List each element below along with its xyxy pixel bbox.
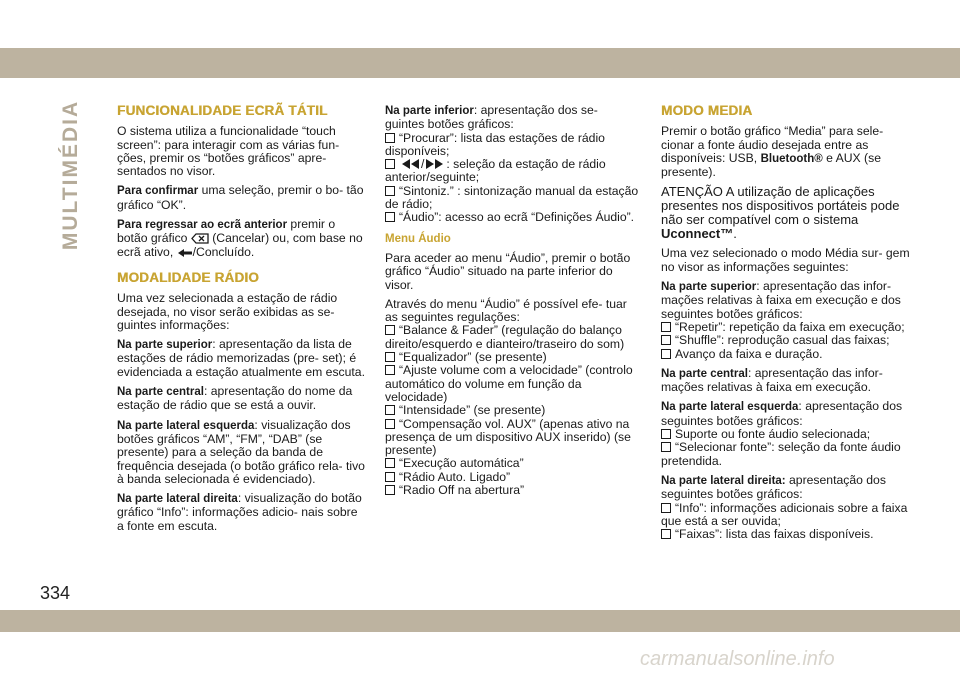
heading-touch: FUNCIONALIDADE ECRÃ TÁTIL — [117, 103, 328, 118]
paragraph — [117, 218, 367, 259]
checkbox-bullet-icon — [661, 335, 671, 345]
item-text: “Áudio”: acesso ao ecrã “Definições Áudio”. — [399, 210, 635, 225]
list-item — [661, 334, 913, 347]
paragraph: Uma vez selecionado o modo Média sur- gem no visor as informações seguintes: — [661, 246, 910, 274]
item-text: “Compensação vol. AUX” (apenas ativo na presença de um dispositivo AUX inserido) (se presente) — [385, 416, 631, 458]
paragraph: O sistema utiliza a funcionalidade “touch screen”: para interagir com as várias fun- ções, premir os “botões gráficos” apre- sentados no visor. — [117, 124, 340, 179]
paragraph — [385, 104, 640, 132]
item-text: “Procurar”: lista das estações de rádio disponíveis; — [385, 130, 605, 158]
paragraph — [661, 125, 913, 179]
bold-term: Na parte superior — [661, 281, 757, 294]
text: . — [733, 226, 737, 242]
item-text: “Execução automática” — [399, 456, 524, 471]
text: : visualização do botão gráfico “Info”: informações adicio- nais sobre a fonte em escuta. — [117, 491, 362, 533]
checkbox-bullet-icon — [385, 365, 395, 375]
paragraph — [117, 492, 367, 533]
list-item — [385, 484, 640, 497]
text: e AUX (se presente). — [661, 150, 881, 180]
bold-term: Na parte inferior — [385, 105, 474, 117]
item-text: “Radio Off na abertura” — [399, 483, 525, 498]
text: premir o botão gráfico — [117, 217, 336, 246]
bold-term: Uconnect™ — [661, 226, 734, 242]
item-text: “Faixas”: lista das faixas disponíveis. — [675, 527, 874, 542]
bold-term: Na parte central — [661, 367, 748, 380]
list-item — [385, 457, 640, 470]
paragraph: Para aceder ao menu “Áudio”, premir o botão gráfico “Áudio” situado na parte inferior do visor. — [385, 250, 631, 292]
cancel-icon — [191, 233, 209, 244]
list-item — [661, 348, 913, 361]
bold-term: Na parte lateral direita: — [661, 474, 786, 487]
text: ATENÇÃO A utilização de aplicações presentes nos dispositivos portáteis pode não ser compatível com o sistema — [661, 184, 900, 228]
item-text: “Equalizador” (se presente) — [399, 350, 547, 365]
text: apresentação dos seguintes botões gráficos: — [661, 472, 886, 502]
bold-term: Na parte lateral esquerda — [117, 419, 255, 432]
subheading-audio-menu: Menu Áudio — [385, 232, 451, 245]
item-text: “Sintoniz.” : sintonização manual da estação de rádio; — [385, 183, 639, 212]
item-text: Suporte ou fonte áudio selecionada; — [675, 427, 871, 442]
item-text: “Selecionar fonte”: seleção da fonte áudio pretendida. — [661, 440, 901, 468]
checkbox-bullet-icon — [385, 458, 395, 468]
bold-term: Bluetooth® — [760, 152, 823, 165]
checkbox-bullet-icon — [385, 212, 395, 222]
text: : apresentação dos seguintes botões gráficos: — [661, 399, 903, 428]
item-text: “Intensidade” (se presente) — [399, 403, 546, 418]
column-3 — [661, 104, 913, 541]
checkbox-bullet-icon — [385, 186, 395, 196]
list-item — [661, 428, 913, 441]
text: : apresentação do nome da estação de rádio que se está a ouvir. — [117, 384, 353, 413]
text: : apresentação da lista de estações de rádio memorizadas (pre- set); é evidenciada a estação atualmente em escuta. — [117, 337, 365, 379]
text: : apresentação das infor- mações relativas à faixa em execução e dos seguintes botões gráficos: — [661, 279, 901, 321]
list-item — [385, 132, 640, 159]
item-text: Avanço da faixa e duração. — [675, 346, 823, 361]
paragraph — [117, 338, 367, 379]
list-item — [385, 471, 640, 484]
bold-term: Para confirmar — [117, 185, 199, 198]
paragraph — [661, 474, 913, 502]
text: : apresentação das infor- mações relativas à faixa em execução. — [661, 365, 883, 395]
checkbox-bullet-icon — [661, 529, 671, 539]
checkbox-bullet-icon — [661, 503, 671, 513]
item-text: “Ajuste volume com a velocidade” (controlo automático do volume em função da velocidade) — [385, 363, 633, 404]
header-band — [0, 48, 960, 78]
checkbox-bullet-icon — [661, 429, 671, 439]
paragraph — [117, 385, 367, 413]
list-item — [385, 404, 640, 417]
item-text: “Info”: informações adicionais sobre a faixa que está a ser ouvida; — [661, 500, 908, 528]
list-item — [661, 528, 913, 541]
paragraph — [661, 280, 913, 321]
next-icon — [424, 159, 446, 169]
bold-term: Na parte superior — [117, 339, 213, 352]
text: Premir o botão gráfico “Media” para sele- cionar a fonte áudio desejada entre as disponíveis: USB, — [661, 124, 884, 165]
text: : apresentação dos se- guintes botões gráficos: — [385, 103, 598, 132]
list-item — [385, 211, 640, 224]
checkbox-bullet-icon — [385, 419, 395, 429]
paragraph: Através do menu “Áudio” é possível efe- tuar as seguintes regulações: — [385, 296, 627, 325]
column-2 — [385, 104, 640, 497]
checkbox-bullet-icon — [385, 352, 395, 362]
attention-note — [661, 185, 913, 241]
text: (Cancelar) ou, com base no ecrã ativo, — [117, 231, 363, 259]
checkbox-bullet-icon — [661, 442, 671, 452]
heading-radio: MODALIDADE RÁDIO — [117, 269, 259, 285]
back-arrow-icon — [177, 248, 193, 258]
list-item — [385, 324, 640, 351]
side-section-label — [56, 100, 86, 250]
previous-icon — [399, 159, 421, 169]
item-text: “Rádio Auto. Ligado” — [399, 469, 511, 484]
text: : visualização dos botões gráficos “AM”, “FM”, “DAB” (se presente) para a seleção da banda de frequência desejada (o botão gráfico rela- tivo à banda selecionada é evidenciado). — [117, 417, 365, 486]
text: /Concluído. — [192, 244, 255, 259]
paragraph — [661, 400, 913, 428]
bold-term: Na parte central — [117, 386, 204, 399]
page-number: 334 — [40, 583, 71, 603]
paragraph — [117, 419, 367, 486]
bold-term: Na parte lateral esquerda — [661, 401, 799, 414]
list-item — [385, 364, 640, 404]
footer-band — [0, 610, 960, 632]
checkbox-bullet-icon — [385, 405, 395, 415]
list-item: / : seleção da estação de rádio anterior/seguinte; — [385, 157, 606, 185]
item-text: : seleção da estação de rádio anterior/seguinte; — [385, 157, 606, 185]
list-item — [385, 351, 640, 364]
checkbox-bullet-icon — [385, 485, 395, 495]
text: uma seleção, premir o bo- tão gráfico “OK”. — [117, 183, 364, 212]
list-item — [385, 418, 640, 458]
checkbox-bullet-icon — [661, 322, 671, 332]
list-item — [661, 321, 913, 334]
checkbox-bullet-icon — [385, 133, 395, 143]
list-item — [661, 502, 913, 529]
checkbox-bullet-icon — [385, 325, 395, 335]
section-label: MULTIMÉDIA — [59, 99, 82, 251]
checkbox-bullet-icon — [385, 159, 395, 169]
item-text: “Shuffle”: reprodução casual das faixas; — [675, 333, 890, 348]
item-text: “Balance & Fader” (regulação do balanço direito/esquerdo e dianteiro/traseiro do som) — [385, 323, 625, 351]
checkbox-bullet-icon — [385, 472, 395, 482]
list-item — [661, 441, 913, 468]
list-item — [385, 185, 640, 212]
paragraph — [661, 367, 913, 395]
heading-media: MODO MEDIA — [661, 103, 753, 118]
bold-term: Para regressar ao ecrã anterior — [117, 219, 288, 232]
bold-term: Na parte lateral direita — [117, 493, 238, 506]
checkbox-bullet-icon — [661, 349, 671, 359]
column-1 — [117, 104, 367, 539]
paragraph — [117, 184, 367, 212]
paragraph: Uma vez selecionada a estação de rádio desejada, no visor serão exibidas as se- guintes informações: — [117, 291, 338, 332]
item-text: “Repetir”: repetição da faixa em execução; — [675, 319, 905, 334]
watermark: carmanualsonline.info — [640, 648, 835, 670]
